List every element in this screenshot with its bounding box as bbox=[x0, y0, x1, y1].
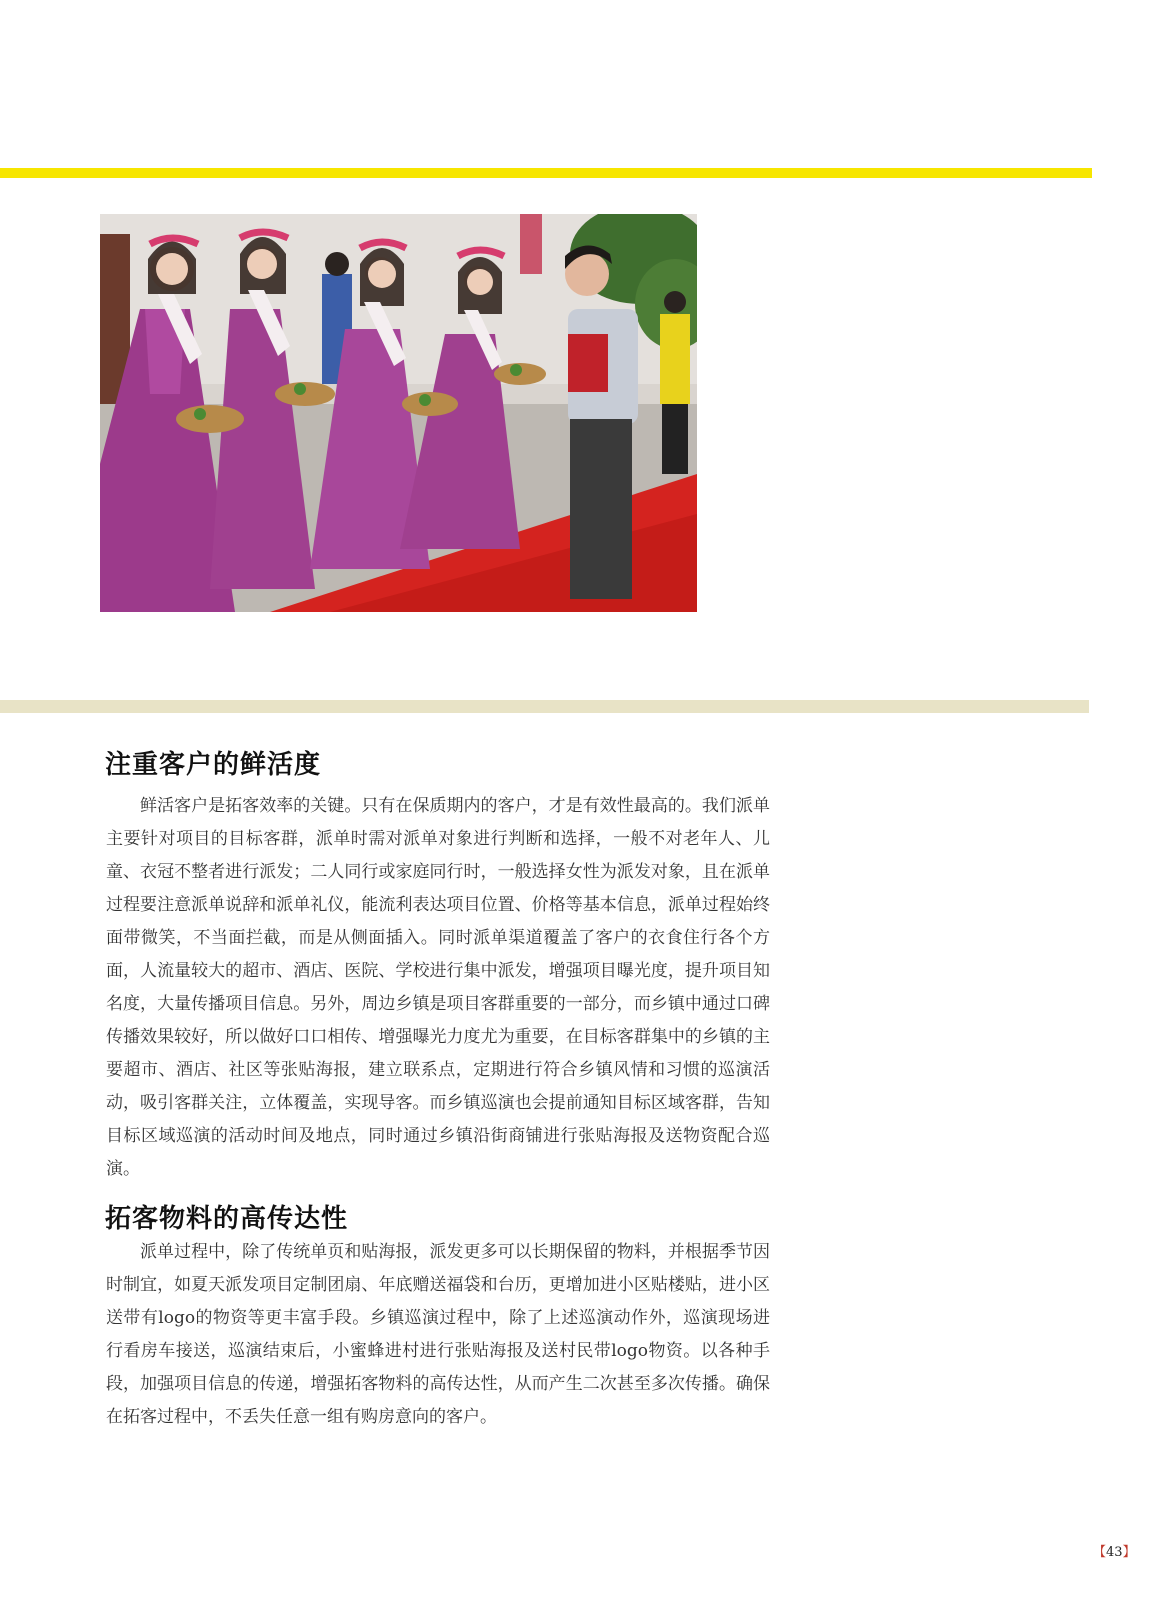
event-photo bbox=[100, 214, 697, 612]
section-heading-material-reach: 拓客物料的高传达性 bbox=[105, 1204, 349, 1234]
page-number-close-bracket: 】 bbox=[1122, 1545, 1136, 1560]
page-number bbox=[1093, 1541, 1136, 1560]
page-number-value: 43 bbox=[1106, 1545, 1123, 1560]
page-number-open-bracket: 【 bbox=[1093, 1545, 1107, 1560]
section-divider-bar bbox=[0, 700, 1089, 713]
section-heading-customer-freshness: 注重客户的鲜活度 bbox=[105, 750, 322, 780]
section-body-customer-freshness: 鲜活客户是拓客效率的关键。只有在保质期内的客户，才是有效性最高的。我们派单主要针对项目的目标客群，派单时需对派单对象进行判断和选择，一般不对老年人、儿童、衣冠不整者进行派发；二人同行或家庭同行时，一般选择女性为派发对象，且在派单过程要注意派单说辞和派单礼仪，能流利表达项目位置、价格等基本信息，派单过程始终面带微笑，不当面拦截，而是从侧面插入。同时派单渠道覆盖了客户的衣食住行各个方面，人流量较大的超市、酒店、医院、学校进行集中派发，增强项目曝光度，提升项目知名度，大量传播项目信息。另外，周边乡镇是项目客群重要的一部分，而乡镇中通过口碑传播效果较好，所以做好口口相传、增强曝光力度尤为重要，在目标客群集中的乡镇的主要超市、酒店、社区等张贴海报，建立联系点，定期进行符合乡镇风情和习惯的巡演活动，吸引客群关注，立体覆盖，实现导客。而乡镇巡演也会提前通知目标区域客群，告知目标区域巡演的活动时间及地点，同时通过乡镇沿街商铺进行张贴海报及送物资配合巡演。 bbox=[106, 796, 770, 1179]
section-body-material-reach: 派单过程中，除了传统单页和贴海报，派发更多可以长期保留的物料，并根据季节因时制宜，如夏天派发项目定制团扇、年底赠送福袋和台历，更增加进小区贴楼贴，进小区送带有logo的物资等更丰富手段。乡镇巡演过程中，除了上述巡演动作外，巡演现场进行看房车接送，巡演结束后，小蜜蜂进村进行张贴海报及送村民带logo物资。以各种手段，加强项目信息的传递，增强拓客物料的高传达性，从而产生二次甚至多次传播。确保在拓客过程中，不丢失任意一组有购房意向的客户。 bbox=[106, 1242, 770, 1427]
top-accent-bar bbox=[0, 168, 1092, 178]
